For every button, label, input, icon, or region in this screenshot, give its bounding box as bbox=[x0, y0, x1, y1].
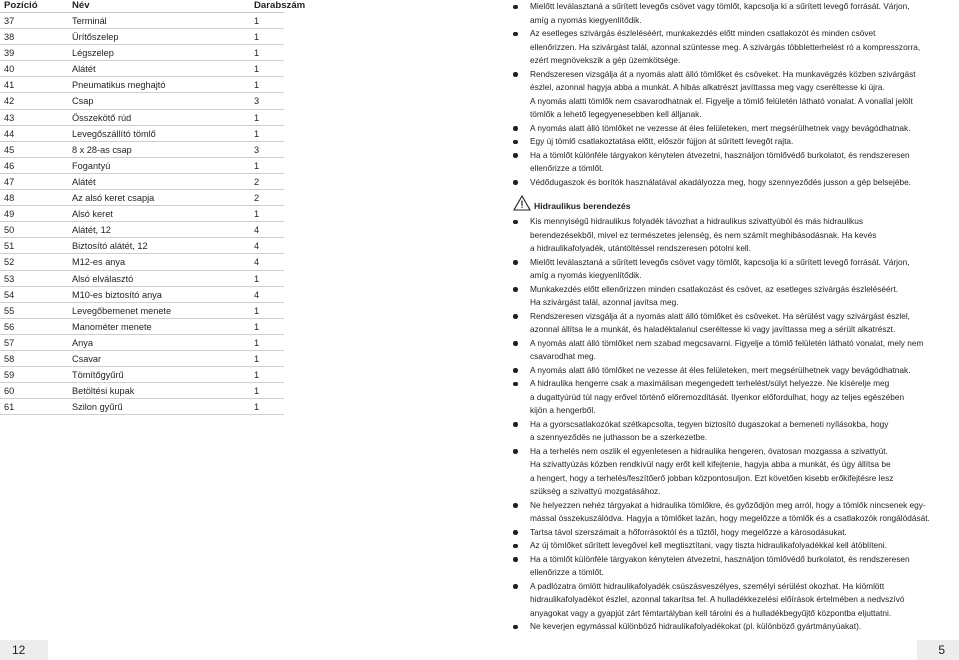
row-name: Manométer menete bbox=[72, 321, 152, 332]
table-row bbox=[0, 126, 284, 142]
list-item: A nyomás alatt álló tömlőket ne vezesse át éles felületeken, mert megsérülhetnek vagy bevágódhatnak. bbox=[500, 364, 955, 378]
table-row bbox=[0, 110, 284, 126]
page-number-left bbox=[0, 640, 48, 660]
list-item: Ha a gyorscsatlakozókat szétkapcsolta, tegyen biztosító dugaszokat a bemeneti nyílásokba, hogy bbox=[500, 418, 955, 432]
list-item: Ne keverjen egymással különböző hidraulikafolyadékokat (pl. különböző gyártmányúakat). bbox=[500, 620, 955, 634]
list-item-continuation: ellenőrizze a tömlőt. bbox=[530, 163, 604, 173]
list-item-continuation: szükség a szivattyú mozgatásához. bbox=[530, 486, 661, 496]
page-number-right-text: 5 bbox=[938, 643, 945, 657]
row-name: 8 x 28-as csap bbox=[72, 144, 132, 155]
row-quantity: 1 bbox=[254, 128, 260, 139]
table-row bbox=[0, 93, 284, 109]
row-position: 53 bbox=[4, 273, 15, 284]
row-quantity: 1 bbox=[254, 64, 260, 75]
warning-icon bbox=[513, 195, 531, 211]
list-item-continuation: csavarodhat meg. bbox=[530, 351, 596, 361]
row-position: 40 bbox=[4, 64, 15, 75]
table-row bbox=[0, 287, 284, 303]
table-row bbox=[0, 45, 284, 61]
list-item-continuation: a hengert, hogy a terhelés/feszítőerő jobban központosuljon. Ezt követően kisebb erőkifejtésre lesz bbox=[530, 472, 894, 483]
row-quantity: 1 bbox=[254, 321, 260, 332]
row-quantity: 2 bbox=[254, 176, 260, 187]
row-position: 47 bbox=[4, 176, 15, 187]
row-name: Az alsó keret csapja bbox=[72, 193, 155, 204]
hydraulic-title-text: Hidraulikus berendezés bbox=[534, 201, 631, 211]
row-position: 49 bbox=[4, 209, 15, 220]
row-position: 60 bbox=[4, 386, 15, 397]
row-position: 61 bbox=[4, 402, 15, 413]
list-item: Az esetleges szivárgás észleléséért, munkakezdés előtt minden csatlakozót és minden csövet bbox=[500, 27, 955, 41]
list-item-continuation: hidraulikafolyadékot észlel, azonnal takarítsa fel. A hulladékkezelési előírások értelmében a nedvszívó bbox=[530, 594, 905, 604]
row-name: Légszelep bbox=[72, 48, 114, 59]
list-item: Ha a tömlőt különféle tárgyakon kénytelen átvezetni, használjon tömlővédő burkolatot, és rendszeresen bbox=[500, 149, 955, 163]
header-name: Név bbox=[72, 0, 90, 11]
row-position: 43 bbox=[4, 112, 15, 123]
row-name: Pneumatikus meghajtó bbox=[72, 80, 166, 91]
row-quantity: 3 bbox=[254, 96, 260, 107]
list-item: Ha a terhelés nem oszlik el egyenletesen a hidraulika hengeren, óvatosan mozgassa a szivattyút. bbox=[500, 445, 955, 459]
row-name: Biztosító alátét, 12 bbox=[72, 241, 148, 252]
list-item-continuation: ezért megnövekszik a gép üzemkötsége. bbox=[530, 55, 681, 65]
table-row bbox=[0, 222, 284, 238]
row-position: 41 bbox=[4, 80, 15, 91]
pneumatic-safety-list bbox=[500, 0, 955, 189]
list-item-continuation: tömlők a lehető legegyenesebben kell álljanak. bbox=[530, 109, 702, 119]
row-name: Alátét bbox=[72, 176, 96, 187]
row-quantity: 1 bbox=[254, 16, 260, 26]
table-row bbox=[0, 190, 284, 206]
list-item-continuation: ellenőrizze a tömlőt. bbox=[530, 567, 604, 577]
parts-table-header bbox=[0, 0, 306, 13]
table-row bbox=[0, 158, 284, 174]
list-item: A padlózatra ömlött hidraulikafolyadék csúszásveszélyes, személyi sérülést okozhat. Ha kiömlött bbox=[500, 580, 955, 594]
list-item-continuation: Ha szivárgást talál, azonnal javítsa meg. bbox=[530, 297, 679, 307]
list-item-continuation: A nyomás alatti tömlők nem csavarodhatnak el. Figyelje a tömlő felületén látható vonalat. A vonallal jelölt bbox=[530, 95, 913, 106]
table-row bbox=[0, 61, 284, 77]
list-item: A nyomás alatt álló tömlőket ne vezesse át éles felületeken, mert megsérülhetnek vagy bevágódhatnak. bbox=[500, 122, 955, 136]
list-item: Ha a tömlőt különféle tárgyakon kénytelen átvezetni, használjon tömlővédő burkolatot, és rendszeresen bbox=[500, 553, 955, 567]
table-row bbox=[0, 351, 284, 367]
row-quantity: 1 bbox=[254, 160, 260, 171]
row-name: Alátét, 12 bbox=[72, 225, 111, 236]
hydraulic-safety-list bbox=[500, 215, 955, 634]
row-position: 44 bbox=[4, 128, 15, 139]
table-row bbox=[0, 13, 284, 29]
page-number-left-text: 12 bbox=[12, 643, 26, 657]
parts-table bbox=[0, 0, 306, 415]
table-row bbox=[0, 383, 284, 399]
row-name: Fogantyú bbox=[72, 160, 111, 171]
list-item: Az új tömlőket sűrített levegővel kell megtisztítani, vagy tiszta hidraulikafolyadékkal kell átöblíteni. bbox=[500, 539, 955, 553]
row-name: Összekötő rúd bbox=[72, 112, 132, 123]
row-name: Alsó keret bbox=[72, 209, 113, 220]
row-quantity: 4 bbox=[254, 225, 260, 236]
table-row bbox=[0, 77, 284, 93]
row-position: 50 bbox=[4, 225, 15, 236]
list-item-continuation: mással összekuszálódva. Hagyja a tömlőket lazán, hogy megelőzze a tömlők és a csatlakozók rongálódását. bbox=[530, 513, 930, 523]
parts-table-body bbox=[0, 13, 284, 415]
row-quantity: 3 bbox=[254, 144, 260, 155]
table-row bbox=[0, 142, 284, 158]
page-number-right bbox=[917, 640, 959, 660]
row-quantity: 1 bbox=[254, 273, 260, 284]
list-item-continuation: észlel, azonnal hagyja abba a munkát. A hibás alkatrészt javíttassa meg vagy cseréltesse ki újra. bbox=[530, 82, 885, 92]
row-name: Alátét bbox=[72, 64, 96, 75]
list-item: Rendszeresen vizsgálja át a nyomás alatt álló tömlőket és csöveket. Ha sérülést vagy szivárgást észlel, bbox=[500, 310, 955, 324]
row-quantity: 1 bbox=[254, 337, 260, 348]
row-quantity: 4 bbox=[254, 257, 260, 268]
row-name: Anya bbox=[72, 337, 93, 348]
row-quantity: 4 bbox=[254, 241, 260, 252]
row-name: M12-es anya bbox=[72, 257, 126, 268]
list-item-continuation: a dugattyúrúd túl nagy erővel történő előremozdítását. Ilyenkor előfordulhat, hogy az teljes egészében bbox=[530, 391, 905, 402]
table-row bbox=[0, 271, 284, 287]
row-position: 51 bbox=[4, 241, 15, 252]
list-item: Kis mennyiségű hidraulikus folyadék távozhat a hidraulikus szivattyúból és más hidraulikus bbox=[500, 215, 955, 229]
row-position: 48 bbox=[4, 193, 15, 204]
row-quantity: 1 bbox=[254, 305, 260, 316]
list-item-continuation: amíg a nyomás kiegyenlítődik. bbox=[530, 14, 642, 25]
list-item-continuation: berendezésekből, mivel ez természetes jelenség, és nem számít meghibásodásnak. Ha kevés bbox=[530, 229, 877, 240]
row-position: 39 bbox=[4, 48, 15, 59]
list-item: Egy új tömlő csatlakoztatása előtt, először fújjon át sűrített levegőt rajta. bbox=[500, 135, 955, 149]
row-name: Terminál bbox=[72, 16, 107, 26]
row-position: 59 bbox=[4, 370, 15, 381]
list-item: Mielőtt leválasztaná a sűrített levegős csövet vagy tömlőt, kapcsolja ki a sűrített levegő forrását. Várjon, bbox=[500, 0, 955, 14]
table-row bbox=[0, 254, 284, 270]
row-name: Betöltési kupak bbox=[72, 386, 135, 397]
row-position: 37 bbox=[4, 16, 15, 26]
table-row bbox=[0, 335, 284, 351]
table-row bbox=[0, 174, 284, 190]
row-quantity: 4 bbox=[254, 289, 260, 300]
row-quantity: 1 bbox=[254, 353, 260, 364]
list-item: A nyomás alatt álló tömlőket nem szabad megcsavarni. Figyelje a tömlő felületén látható vonalat, mely nem bbox=[500, 337, 955, 351]
row-quantity: 1 bbox=[254, 112, 260, 123]
row-position: 56 bbox=[4, 321, 15, 332]
list-item-continuation: anyagokat vagy a gyapjút zárt fémtartályban kell tárolni és a hulladékbegyűjtő központba eljuttatni. bbox=[530, 607, 892, 618]
list-item-continuation: a szennyeződés ne juthasson be a szerkezetbe. bbox=[530, 432, 708, 442]
row-position: 55 bbox=[4, 305, 15, 316]
row-name: Ürítőszelep bbox=[72, 32, 119, 43]
header-quantity: Darabszám bbox=[254, 0, 306, 11]
row-quantity: 1 bbox=[254, 32, 260, 43]
row-name: Alsó elválasztó bbox=[72, 273, 134, 284]
table-row bbox=[0, 206, 284, 222]
list-item-continuation: amíg a nyomás kiegyenlítődik. bbox=[530, 270, 642, 280]
row-position: 45 bbox=[4, 144, 15, 155]
table-row bbox=[0, 238, 284, 254]
row-name: Tömítőgyűrű bbox=[72, 370, 124, 381]
list-item-continuation: a hidraulikafolyadék, utántöltéssel rendszeresen pótolni kell. bbox=[530, 243, 751, 253]
row-position: 52 bbox=[4, 257, 15, 268]
row-quantity: 1 bbox=[254, 209, 260, 220]
row-name: Csavar bbox=[72, 353, 102, 364]
row-name: Levegőbemenet menete bbox=[72, 305, 172, 316]
list-item: Munkakezdés előtt ellenőrizzen minden csatlakozást és csövet, az esetleges szivárgás észleléséért. bbox=[500, 283, 955, 297]
list-item: Mielőtt leválasztaná a sűrített levegős csövet vagy tömlőt, kapcsolja ki a sűrített levegő forrását. Várjon, bbox=[500, 256, 955, 270]
table-row bbox=[0, 303, 284, 319]
safety-instructions bbox=[500, 0, 955, 634]
row-position: 38 bbox=[4, 32, 15, 43]
row-position: 57 bbox=[4, 337, 15, 348]
header-position: Pozíció bbox=[4, 0, 38, 11]
row-quantity: 1 bbox=[254, 386, 260, 397]
table-row bbox=[0, 367, 284, 383]
list-item-continuation: kijön a hengerből. bbox=[530, 405, 596, 415]
row-quantity: 1 bbox=[254, 370, 260, 381]
list-item: Védődugaszok és borítók használatával akadályozza meg, hogy szennyeződés jusson a gép belsejébe. bbox=[500, 176, 955, 190]
list-item: Rendszeresen vizsgálja át a nyomás alatt álló tömlőket és csöveket. Ha munkavégzés közben szivárgást bbox=[500, 68, 955, 82]
row-position: 46 bbox=[4, 160, 15, 171]
list-item-continuation: ellenőrizzen. Ha szivárgást talál, azonnal szüntesse meg. A szivárgás többletterhelést ró a kompresszorra, bbox=[530, 41, 921, 52]
row-name: Levegőszállító tömlő bbox=[72, 128, 156, 139]
row-quantity: 1 bbox=[254, 48, 260, 59]
row-name: Csap bbox=[72, 96, 94, 107]
table-row bbox=[0, 399, 284, 415]
row-position: 54 bbox=[4, 289, 15, 300]
row-quantity: 1 bbox=[254, 80, 260, 91]
list-item-continuation: Ha szivattyúzás közben rendkívül nagy erőt kell kifejtenie, hagyja abba a munkát, és úgy állítsa be bbox=[530, 459, 891, 469]
row-quantity: 2 bbox=[254, 193, 260, 204]
row-quantity: 1 bbox=[254, 402, 260, 413]
list-item-continuation: azonnal állítsa le a munkát, és haladéktalanul cseréltesse ki vagy javíttassa meg a sérült alkatrészt. bbox=[530, 324, 896, 334]
list-item: Ne helyezzen nehéz tárgyakat a hidraulika tömlőkre, és győződjön meg arról, hogy a tömlők nincsenek egy- bbox=[500, 499, 955, 513]
table-row bbox=[0, 29, 284, 45]
row-position: 58 bbox=[4, 353, 15, 364]
row-name: M10-es biztosító anya bbox=[72, 289, 162, 300]
hydraulic-section-title bbox=[500, 194, 955, 214]
row-position: 42 bbox=[4, 96, 15, 107]
table-row bbox=[0, 319, 284, 335]
list-item: Tartsa távol szerszámait a hőforrásoktól és a tűztől, hogy megelőzze a károsodásukat. bbox=[500, 526, 955, 540]
row-name: Szilon gyűrű bbox=[72, 402, 123, 413]
list-item: A hidraulika hengerre csak a maximálisan megengedett terhelést/súlyt helyezze. Ne kísérelje meg bbox=[500, 377, 955, 391]
